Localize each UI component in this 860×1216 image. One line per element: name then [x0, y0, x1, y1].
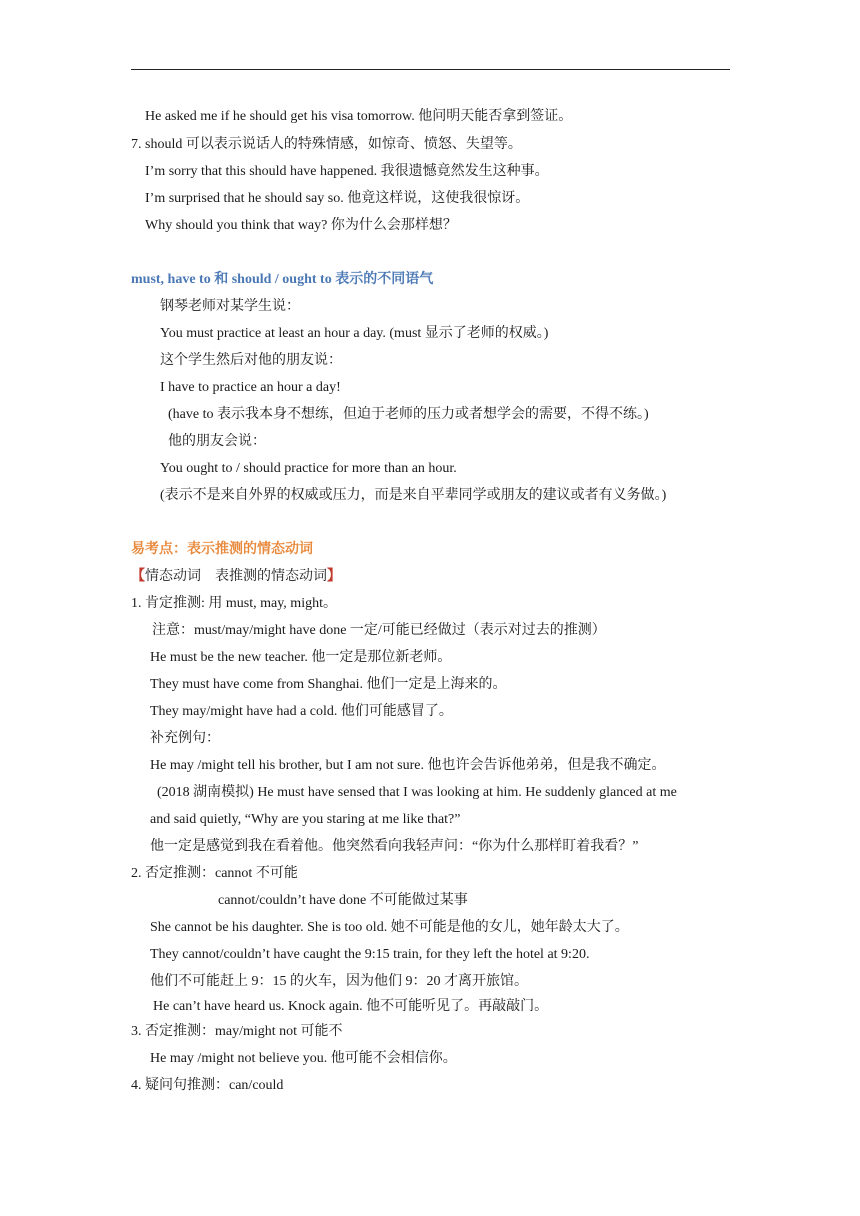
text-line: He may /might tell his brother, but I am not sure. 他也许会告诉他弟弟，但是我不确定。 [150, 758, 666, 773]
text-line: (表示不是来自外界的权威或压力，而是来自平辈同学或朋友的建议或者有义务做。) [160, 488, 667, 503]
text-line: (2018 湖南模拟) He must have sensed that I was looking at him. He suddenly glanced at me [157, 785, 677, 800]
bracket-label [131, 568, 341, 586]
text-line: 补充例句： [150, 731, 220, 746]
list-item: 2. 否定推测：cannot 不可能 [131, 866, 298, 881]
text-line: They may/might have had a cold. 他们可能感冒了。 [150, 704, 453, 719]
list-item: 3. 否定推测：may/might not 可能不 [131, 1024, 343, 1039]
text-line: She cannot be his daughter. She is too old. 她不可能是他的女儿，她年龄太大了。 [150, 920, 629, 935]
text-line: 他的朋友会说： [168, 434, 266, 449]
list-item: 1. 肯定推测: 用 must, may, might。 [131, 596, 337, 611]
text-line: He can’t have heard us. Knock again. 他不可能听见了。再敲敲门。 [153, 999, 549, 1014]
text-line: They must have come from Shanghai. 他们一定是上海来的。 [150, 677, 507, 692]
bracket-open: 【 [131, 569, 145, 584]
text-line: 他一定是感觉到我在看着他。他突然看向我轻声问：“你为什么那样盯着我看？” [150, 839, 639, 854]
section-heading: 易考点：表示推测的情态动词 [131, 542, 313, 557]
bracket-text: 情态动词 表推测的情态动词 [145, 569, 327, 584]
text-line: You must practice at least an hour a day. (must 显示了老师的权威。) [160, 326, 549, 341]
header-rule [131, 69, 730, 70]
text-line: Why should you think that way? 你为什么会那样想？ [145, 218, 457, 233]
text-line: They cannot/couldn’t have caught the 9:15 train, for they left the hotel at 9:20. [150, 947, 590, 962]
text-line: He must be the new teacher. 他一定是那位新老师。 [150, 650, 452, 665]
text-line: 他们不可能赶上 9：15 的火车，因为他们 9：20 才离开旅馆。 [150, 974, 528, 989]
text-line: 钢琴老师对某学生说： [160, 299, 300, 314]
text-line: 注意：must/may/might have done 一定/可能已经做过（表示对过去的推测） [152, 623, 606, 638]
text-line: cannot/couldn’t have done 不可能做过某事 [218, 893, 468, 908]
text-line: (have to 表示我本身不想练，但迫于老师的压力或者想学会的需要，不得不练。) [168, 407, 649, 422]
text-line: He asked me if he should get his visa tomorrow. 他问明天能否拿到签证。 [145, 109, 573, 124]
list-item: 4. 疑问句推测：can/could [131, 1078, 284, 1093]
section-heading: must, have to 和 should / ought to 表示的不同语气 [131, 272, 434, 287]
text-line: He may /might not believe you. 他可能不会相信你。 [150, 1051, 457, 1066]
bracket-close: 】 [327, 569, 341, 584]
text-line: I have to practice an hour a day! [160, 380, 341, 395]
text-line: I’m surprised that he should say so. 他竟这样说，这使我很惊讶。 [145, 191, 530, 206]
list-item: 7. should 可以表示说话人的特殊情感，如惊奇、愤怒、失望等。 [131, 137, 522, 152]
text-line: I’m sorry that this should have happened. 我很遗憾竟然发生这种事。 [145, 164, 549, 179]
text-line: You ought to / should practice for more than an hour. [160, 461, 457, 476]
text-line: and said quietly, “Why are you staring at me like that?” [150, 812, 461, 827]
text-line: 这个学生然后对他的朋友说： [160, 353, 342, 368]
